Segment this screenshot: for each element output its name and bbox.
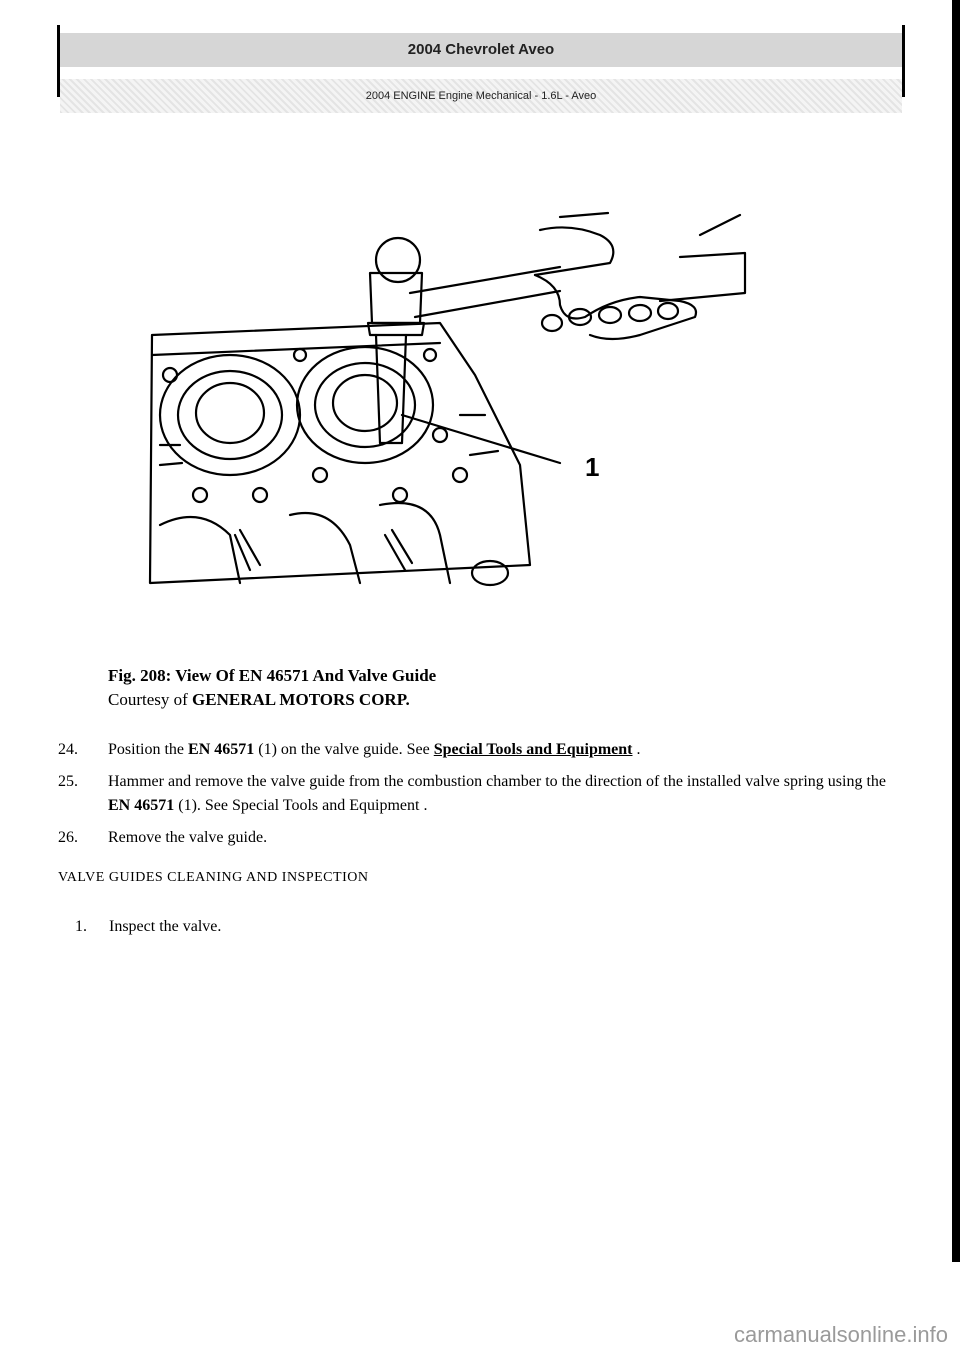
step-text: (1). See bbox=[178, 797, 228, 814]
step-text: Hammer and remove the valve guide from the combustion chamber to the direction of the installed valve spring using the bbox=[108, 773, 886, 790]
step-text: Position the bbox=[108, 741, 185, 758]
tool-name: EN 46571 bbox=[108, 797, 175, 814]
courtesy-name: GENERAL MOTORS CORP. bbox=[192, 690, 410, 709]
procedure-steps bbox=[58, 738, 908, 858]
valve-guide-illustration bbox=[140, 205, 780, 600]
step-24 bbox=[58, 738, 908, 762]
special-tools-link[interactable]: Special Tools and Equipment bbox=[433, 741, 633, 758]
figure-caption bbox=[108, 664, 436, 712]
document-subtitle: 2004 ENGINE Engine Mechanical - 1.6L - Aveo bbox=[60, 79, 902, 113]
courtesy-prefix: Courtesy of bbox=[108, 690, 188, 709]
step-text: Inspect the valve. bbox=[109, 918, 222, 935]
step-text: (1) on the valve guide. See bbox=[258, 741, 430, 758]
step-26 bbox=[58, 826, 908, 850]
figure-caption-title: Fig. 208: View Of EN 46571 And Valve Guide bbox=[108, 666, 437, 685]
step-number: 25. bbox=[58, 773, 78, 790]
step-number: 24. bbox=[58, 741, 78, 758]
figure-courtesy bbox=[108, 688, 436, 712]
step-25 bbox=[58, 770, 908, 818]
tool-name: EN 46571 bbox=[188, 741, 255, 758]
figure-callout-1: 1 bbox=[585, 452, 600, 482]
document-title: 2004 Chevrolet Aveo bbox=[60, 33, 902, 67]
inspect-step bbox=[75, 918, 221, 936]
site-watermark: carmanualsonline.info bbox=[733, 1322, 948, 1347]
page-edge-bar bbox=[952, 0, 960, 1262]
step-number: 26. bbox=[58, 829, 78, 846]
step-text: . bbox=[636, 741, 641, 758]
step-text: . bbox=[423, 797, 428, 814]
step-number: 1. bbox=[75, 918, 87, 935]
step-text: Remove the valve guide. bbox=[108, 829, 268, 846]
document-header bbox=[57, 25, 905, 102]
section-heading: VALVE GUIDES CLEANING AND INSPECTION bbox=[58, 870, 369, 885]
special-tools-link[interactable]: Special Tools and Equipment bbox=[232, 797, 420, 814]
